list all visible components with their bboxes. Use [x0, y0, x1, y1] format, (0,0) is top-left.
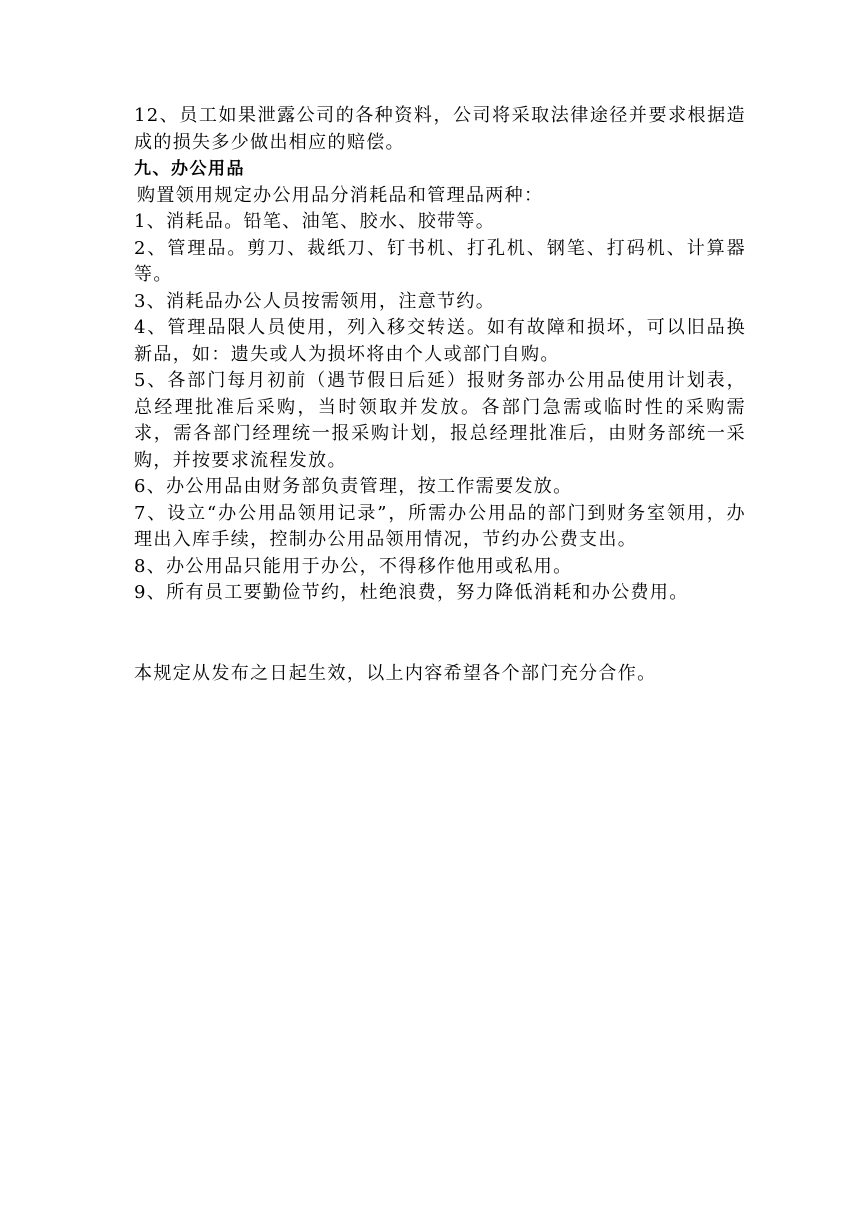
blank-space [134, 607, 746, 661]
list-item-2: 2、管理品。剪刀、裁纸刀、钉书机、打孔机、钢笔、打码机、计算器等。 [134, 237, 746, 285]
document-body [134, 103, 746, 687]
list-item-6: 6、办公用品由财务部负责管理，按工作需要发放。 [134, 476, 573, 497]
list-item-7: 7、设立“办公用品领用记录”，所需办公用品的部门到财务室领用，办理出入库手续，控制办公用品领用情况，节约办公费支出。 [134, 502, 746, 550]
item-12: 12、员工如果泄露公司的各种资料，公司将采取法律途径并要求根据造成的损失多少做出相应的赔偿。 [134, 105, 746, 153]
list-item-9: 9、所有员工要勤俭节约，杜绝浪费，努力降低消耗和办公费用。 [134, 582, 689, 603]
list-item-4: 4、管理品限人员使用，列入移交转送。如有故障和损坏，可以旧品换新品，如：遗失或人为损坏将由个人或部门自购。 [134, 317, 746, 365]
list-item-8: 8、办公用品只能用于办公，不得移作他用或私用。 [134, 555, 573, 577]
list-item-1: 1、消耗品。铅笔、油笔、胶水、胶带等。 [134, 211, 496, 232]
list-item-3: 3、消耗品办公人员按需领用，注意节约。 [134, 290, 496, 312]
section-title: 九、办公用品 [134, 159, 245, 179]
section-intro: 购置领用规定办公用品分消耗品和管理品两种： [137, 184, 544, 206]
closing-statement: 本规定从发布之日起生效，以上内容希望各个部门充分合作。 [134, 662, 657, 684]
list-item-5: 5、各部门每月初前（遇节假日后延）报财务部办公用品使用计划表，总经理批准后采购，当时领取并发放。各部门急需或临时性的采购需求，需各部门经理统一报采购计划，报总经理批准后，由财务部统一采购，并按要求流程发放。 [134, 370, 746, 471]
